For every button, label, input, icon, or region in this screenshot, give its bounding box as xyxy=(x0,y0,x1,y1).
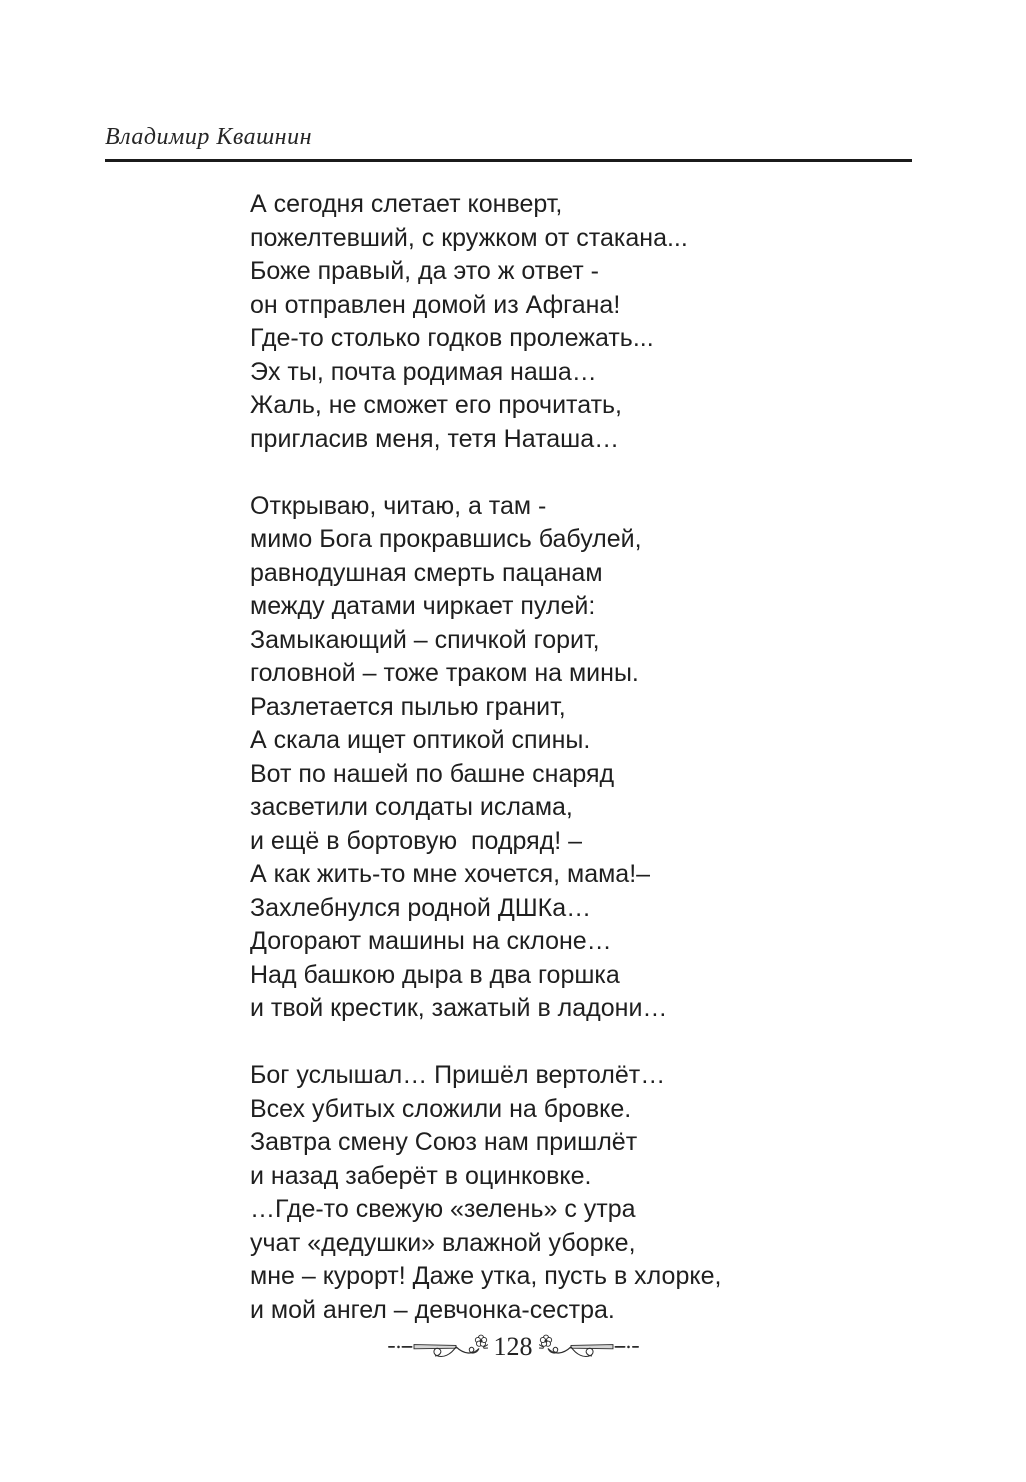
poem-line: Жаль, не сможет его прочитать, xyxy=(250,391,622,419)
poem-line: А скала ищет оптикой спины. xyxy=(250,726,591,754)
poem-line: мне – курорт! Даже утка, пусть в хлорке, xyxy=(250,1262,722,1290)
page-footer xyxy=(0,1330,1026,1364)
poem-line: Открываю, читаю, а там - xyxy=(250,491,547,520)
poem-line: головной – тоже траком на мины. xyxy=(250,659,639,687)
poem-line: А сегодня слетает конверт, xyxy=(250,190,563,218)
floral-flourish-right-icon xyxy=(539,1330,639,1364)
poem-line: мимо Бога прокравшись бабулей, xyxy=(250,525,642,553)
poem-line: он отправлен домой из Афгана! xyxy=(250,290,621,319)
poem-line: и ещё в бортовую подряд! – xyxy=(250,826,583,855)
stanza xyxy=(250,490,950,1026)
page-header xyxy=(105,122,912,162)
poem-line: Захлебнулся родной ДШКа… xyxy=(250,893,592,922)
poem-line: Завтра смену Союз нам пришлёт xyxy=(250,1128,638,1156)
poem-line: учат «дедушки» влажной уборке, xyxy=(250,1228,636,1257)
page-number: 128 xyxy=(493,1332,533,1361)
poem xyxy=(250,188,950,1327)
poem-line: Боже правый, да это ж ответ - xyxy=(250,257,599,285)
poem-line: Замыкающий – спичкой горит, xyxy=(250,625,600,654)
author-name: Владимир Квашнин xyxy=(105,124,312,150)
poem-line: Эх ты, почта родимая наша… xyxy=(250,357,597,386)
poem-line: равнодушная смерть пацанам xyxy=(250,558,603,587)
poem-line: Разлетается пылью гранит, xyxy=(250,692,566,721)
poem-line: между датами чиркает пулей: xyxy=(250,592,596,620)
poem-line: пожелтевший, с кружком от стакана... xyxy=(250,223,688,252)
stanza xyxy=(250,1059,950,1327)
poem-line: А как жить-то мне хочется, мама!– xyxy=(250,860,651,888)
header-rule xyxy=(105,159,912,162)
stanza xyxy=(250,188,950,456)
poem-line: засветили солдаты ислама, xyxy=(250,793,573,821)
poem-line: Над башкою дыра в два горшка xyxy=(250,960,620,989)
poem-line: и мой ангел – девчонка-сестра. xyxy=(250,1295,615,1324)
poem-line: Где-то столько годков пролежать... xyxy=(250,324,654,352)
poem-line: Всех убитых сложили на бровке. xyxy=(250,1094,632,1123)
poem-line: …Где-то свежую «зелень» с утра xyxy=(250,1195,636,1223)
poem-line: Вот по нашей по башне снаряд xyxy=(250,759,615,788)
floral-flourish-left-icon xyxy=(388,1330,488,1364)
poem-line: Бог услышал… Пришёл вертолёт… xyxy=(250,1061,666,1089)
poem-line: и назад заберёт в оцинковке. xyxy=(250,1161,592,1190)
poem-line: Догорают машины на склоне… xyxy=(250,927,612,955)
poem-line: и твой крестик, зажатый в ладони… xyxy=(250,994,668,1022)
poem-line: пригласив меня, тетя Наташа… xyxy=(250,424,620,453)
